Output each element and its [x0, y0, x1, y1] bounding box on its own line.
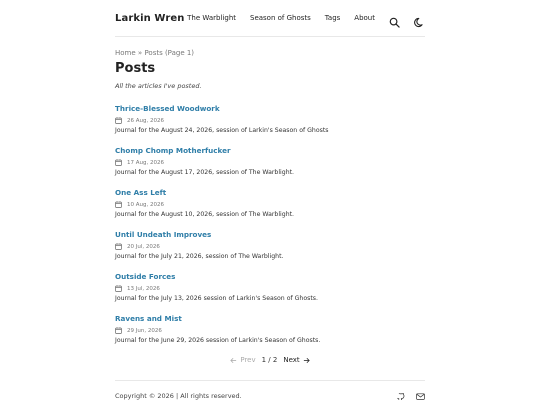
post-date: 10 Aug, 2026 [127, 201, 164, 208]
post-item [115, 188, 425, 230]
breadcrumb-home[interactable]: Home [115, 49, 136, 57]
post-date: 20 Jul, 2026 [127, 243, 160, 250]
post-title-link[interactable]: Thrice-Blessed Woodwork [115, 104, 220, 113]
search-icon[interactable] [389, 13, 400, 24]
post-date: 13 Jul, 2026 [127, 285, 160, 292]
calendar-icon [115, 159, 122, 166]
post-date: 17 Aug, 2026 [127, 159, 164, 166]
page-title: Posts [115, 61, 156, 76]
post-item [115, 314, 425, 356]
post-title-link[interactable]: Until Undeath Improves [115, 230, 212, 239]
breadcrumb-current: Posts (Page 1) [144, 49, 195, 57]
mail-icon[interactable] [416, 392, 425, 401]
post-description: Journal for the August 17, 2026, session of The Warblight. [115, 169, 295, 176]
post-description: Journal for the August 24, 2026, session of Larkin's Season of Ghosts [115, 127, 329, 134]
breadcrumb [115, 49, 425, 57]
page-indicator: 1 / 2 [261, 356, 278, 364]
calendar-icon [115, 117, 122, 124]
prev-page-button[interactable] [230, 356, 255, 364]
post-title-link[interactable]: Outside Forces [115, 272, 176, 281]
main-nav [187, 13, 425, 24]
post-item [115, 230, 425, 272]
post-meta [115, 285, 425, 292]
post-item [115, 272, 425, 314]
arrow-left-icon [230, 357, 237, 364]
post-item [115, 146, 425, 188]
moon-icon[interactable] [414, 13, 425, 24]
post-title-link[interactable]: Ravens and Mist [115, 314, 182, 323]
arrow-right-icon [303, 357, 310, 364]
post-description: Journal for the August 10, 2026, session of The Warblight. [115, 211, 295, 218]
page-subtitle: All the articles I've posted. [115, 82, 202, 90]
nav-link-season-of-ghosts[interactable]: Season of Ghosts [250, 14, 311, 22]
post-meta [115, 159, 425, 166]
calendar-icon [115, 327, 122, 334]
nav-link-warblight[interactable]: The Warblight [187, 14, 236, 22]
calendar-icon [115, 201, 122, 208]
post-date: 29 Jun, 2026 [127, 327, 162, 334]
post-list [115, 104, 425, 356]
post-date: 26 Aug, 2026 [127, 117, 164, 124]
copyright-text: Copyright © 2026 | All rights reserved. [115, 392, 242, 400]
nav-link-about[interactable]: About [354, 14, 375, 22]
post-title-link[interactable]: One Ass Left [115, 188, 167, 197]
next-page-button[interactable] [283, 356, 309, 364]
post-item [115, 104, 425, 146]
site-brand[interactable]: Larkin Wren [115, 12, 185, 24]
nav-link-tags[interactable]: Tags [324, 14, 341, 22]
next-label: Next [283, 356, 300, 364]
footer-social-icons [397, 392, 425, 401]
breadcrumb-separator: » [137, 49, 143, 57]
calendar-icon [115, 285, 122, 292]
post-meta [115, 327, 425, 334]
calendar-icon [115, 243, 122, 250]
post-description: Journal for the June 29, 2026 session of Larkin's Season of Ghosts. [115, 337, 321, 344]
github-icon[interactable] [397, 392, 406, 401]
prev-label: Prev [240, 356, 256, 364]
site-footer [115, 380, 425, 411]
pagination [115, 356, 425, 364]
page-container [115, 0, 425, 400]
post-meta [115, 117, 425, 124]
post-title-link[interactable]: Chomp Chomp Motherfucker [115, 146, 231, 155]
post-description: Journal for the July 13, 2026 session of Larkin's Season of Ghosts. [115, 295, 318, 302]
post-description: Journal for the July 21, 2026, session of The Warblight. [115, 253, 284, 260]
site-header [115, 0, 425, 37]
post-meta [115, 243, 425, 250]
post-meta [115, 201, 425, 208]
